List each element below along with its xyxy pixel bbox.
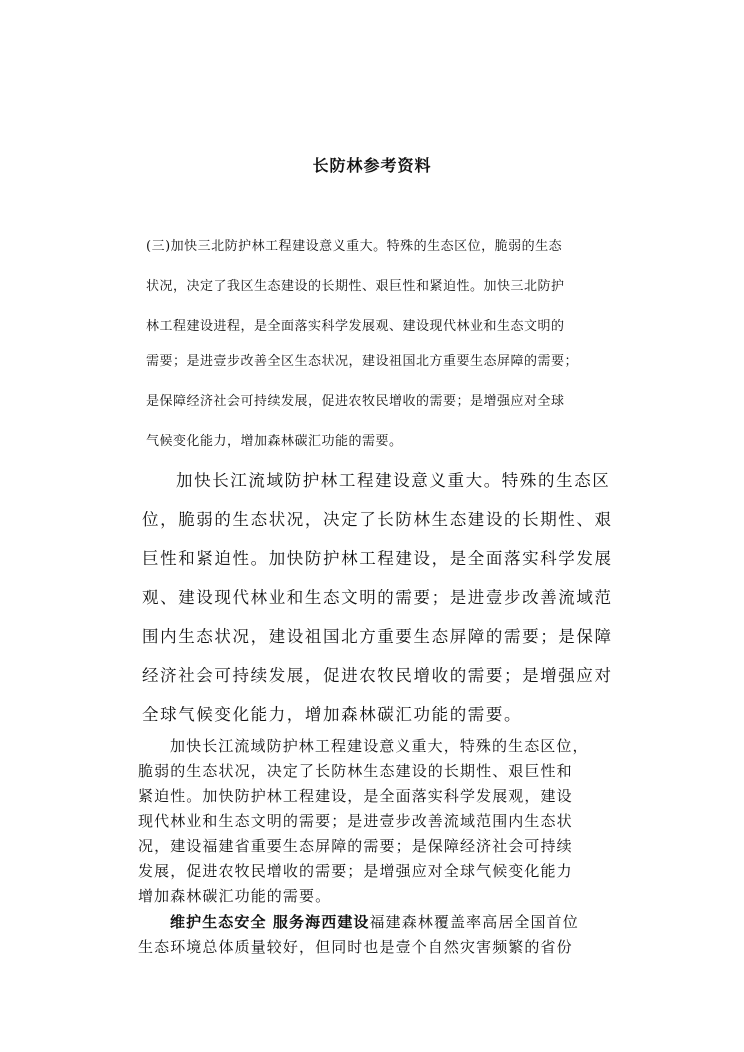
text-line: 现代林业和生态文明的需要；是进壹步改善流域范围内生态状 [138,812,573,830]
text-line: 紧迫性。加快防护林工程建设，是全面落实科学发展观，建设 [138,787,573,805]
text-line [170,911,579,932]
text-line: 巨性和紧迫性。加快防护林工程建设，是全面落实科学发展 [142,549,613,568]
text-line: 围内生态状况，建设祖国北方重要生态屏障的需要；是保障 [142,627,613,646]
text-line: 加快长江流域防护林工程建设意义重大，特殊的生态区位， [170,737,589,755]
text-line: 脆弱的生态状况，决定了长防林生态建设的长期性、艰巨性和 [138,762,573,780]
text-line: 增加森林碳汇功能的需要。 [138,887,332,905]
text-line: 况，建设福建省重要生态屏障的需要；是保障经济社会可持续 [138,837,573,855]
text-line: 需要；是进壹步改善全区生态状况，建设祖国北方重要生态屏障的需要； [146,354,579,369]
text-line: 观、建设现代林业和生态文明的需要；是进壹步改善流域范 [142,588,613,607]
text-line: (三)加快三北防护林工程建设意义重大。特殊的生态区位，脆弱的生态 [146,239,563,254]
text-line: 经济社会可持续发展，促进农牧民增收的需要；是增强应对 [142,666,613,685]
text-line: 加快长江流域防护林工程建设意义重大。特殊的生态区 [176,471,611,490]
text-line: 生态环境总体质量较好，但同时也是壹个自然灾害频繁的省份 [138,938,573,956]
text-line: 是保障经济社会可持续发展，促进农牧民增收的需要；是增强应对全球 [146,394,565,409]
text-line: 状况，决定了我区生态建设的长期性、艰巨性和紧迫性。加快三北防护 [146,279,565,294]
bold-heading: 维护生态安全 服务海西建设 [170,913,370,931]
text-line: 气候变化能力，增加森林碳汇功能的需要。 [146,434,403,449]
page-title: 长防林参考资料 [312,156,432,175]
heading-continuation: 福建森林覆盖率高居全国首位 [369,913,579,931]
text-line: 发展，促进农牧民增收的需要；是增强应对全球气候变化能力 [138,862,573,880]
text-line: 位，脆弱的生态状况，决定了长防林生态建设的长期性、艰 [142,510,613,529]
text-line: 林工程建设进程，是全面落实科学发展观、建设现代林业和生态文明的 [146,319,565,334]
text-line: 全球气候变化能力，增加森林碳汇功能的需要。 [142,705,523,724]
